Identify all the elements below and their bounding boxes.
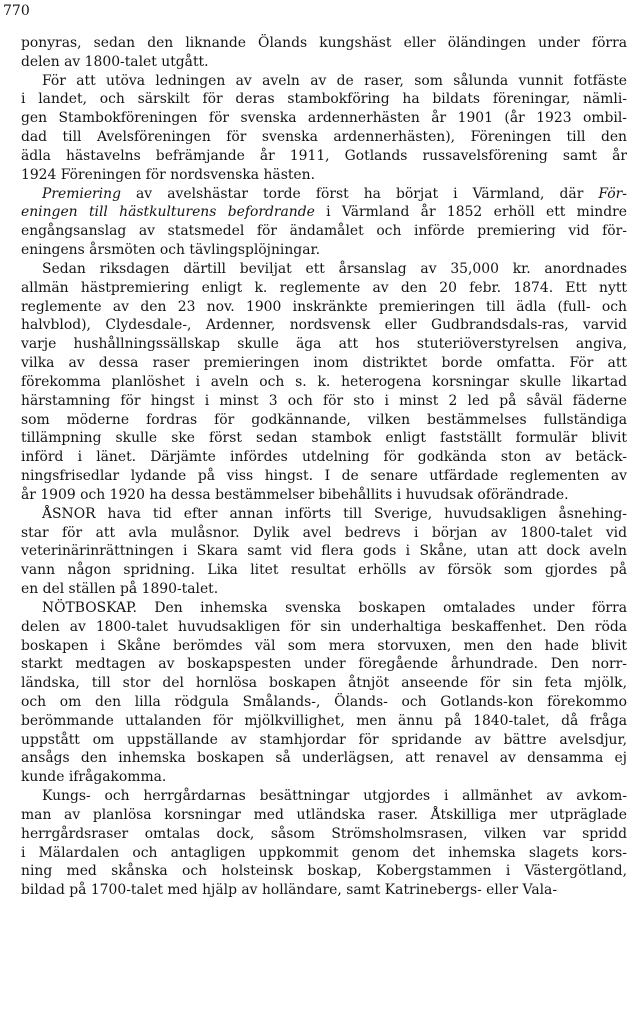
italic-text: eningen till hästkulturens befordrande	[21, 204, 315, 221]
text-run: som möderne fordras för godkännande, vilken bestämmelses fullständiga	[21, 411, 627, 428]
text-run: en del ställen på 1890-talet.	[21, 581, 219, 598]
text-line	[21, 411, 627, 430]
text-line	[21, 166, 627, 185]
text-line	[21, 392, 627, 411]
text-line	[21, 128, 627, 147]
text-run: förekomma planlöshet i aveln och s. k. heterogena korsningar skulle likartad	[21, 373, 627, 390]
text-run: tillämpning skulle ske först sedan stambok enligt fastställt formulär blivit	[21, 430, 627, 447]
text-run: ningsfrisedlar lydande på viss hingst. I de senare utfärdade reglementen av	[21, 468, 627, 485]
text-line	[21, 731, 627, 750]
text-line	[21, 599, 627, 618]
text-run: man av planlösa korsningar med utländska raser. Åtskilliga mer utpräglade	[21, 806, 627, 823]
text-line	[21, 561, 627, 580]
text-line	[21, 279, 627, 298]
text-run: ÅSNOR hava tid efter annan införts till Sverige, huvudsakligen åsnehing-	[42, 505, 627, 522]
text-line	[21, 862, 627, 881]
text-line	[21, 825, 627, 844]
text-run: berömmande uttalanden för mjölkvillighet, men ännu på 1840-talet, då fråga	[21, 712, 627, 729]
text-run: veterinärinrättningen i Skara samt vid flera gods i Skåne, utan att dock aveln	[21, 543, 627, 560]
text-run: ponyras, sedan den liknande Ölands kungshäst eller öländingen under förra	[21, 35, 627, 51]
text-line	[21, 486, 627, 505]
text-line	[21, 260, 627, 279]
text-run: i landet, och särskilt för deras stambokföring ha bildats föreningar, nämli-	[21, 91, 627, 108]
text-run: Sedan riksdagen därtill beviljat ett årsanslag av 35,000 kr. anordnades	[42, 260, 627, 277]
text-line	[21, 712, 627, 731]
text-line	[21, 53, 627, 72]
text-line	[21, 429, 627, 448]
text-line	[21, 354, 627, 373]
text-run: uppstått om uppställande av stamhjordar för spridande av bättre avelsdjur,	[21, 731, 627, 748]
text-run: varje hushållningssällskap skulle äga att hos stuteriöverstyrelsen angiva,	[21, 336, 627, 353]
text-run: 1924 Föreningen för nordsvenska hästen.	[21, 166, 315, 183]
text-line	[21, 298, 627, 317]
text-run: reglemente av den 23 nov. 1900 inskränkte premieringen till ädla (full- och	[21, 298, 627, 315]
italic-text: För-	[598, 185, 627, 202]
text-line	[21, 203, 627, 222]
text-line	[21, 580, 627, 599]
text-run: gen Stambokföreningen för svenska ardennerhästen år 1901 (år 1923 ombil-	[21, 110, 627, 127]
text-line	[21, 34, 627, 53]
text-line	[21, 787, 627, 806]
text-line	[21, 768, 627, 787]
text-line	[21, 147, 627, 166]
text-line	[21, 316, 627, 335]
text-line	[21, 618, 627, 637]
text-line	[21, 241, 627, 260]
text-run: ning med skånska och holsteinsk boskap, Kobergstammen i Västergötland,	[21, 863, 627, 880]
text-run: vilka av dessa raser premieringen inom distriktet borde omfatta. För att	[21, 355, 627, 372]
text-run: härstamning för hingst i minst 3 och för sto i minst 2 led på såväl fäderne	[21, 392, 627, 409]
text-line	[21, 806, 627, 825]
text-line	[21, 448, 627, 467]
text-run: Kungs- och herrgårdarnas besättningar utgjordes i allmänhet av avkom-	[42, 788, 627, 805]
text-run: star för att avla mulåsnor. Dylik avel bedrevs i början av 1800-talet vid	[21, 524, 627, 541]
text-run: NÖTBOSKAP. Den inhemska svenska boskapen omtalades under förra	[42, 599, 627, 616]
text-line	[21, 542, 627, 561]
text-line	[21, 844, 627, 863]
text-line	[21, 749, 627, 768]
text-run: år 1909 och 1920 ha dessa bestämmelser bibehållits i huvudsak oförändrade.	[21, 486, 569, 503]
text-run: kunde ifrågakomma.	[21, 769, 167, 786]
text-line	[21, 467, 627, 486]
text-line	[21, 72, 627, 91]
text-line	[21, 222, 627, 241]
text-run: införd i länet. Därjämte infördes utdelning för godkända ston av betäck-	[21, 449, 627, 466]
text-line	[21, 655, 627, 674]
text-run: dad till Avelsföreningen för svenska ardennerhästen), Föreningen till den	[21, 129, 627, 146]
text-run: i Värmland år 1852 erhöll ett mindre	[314, 204, 627, 221]
text-run: i Mälardalen och antagligen uppkommit genom det inhemska slagets kors-	[21, 844, 627, 861]
text-line	[21, 693, 627, 712]
text-run: engångsanslag av statsmedel för ändamålet och införde premiering vid för-	[21, 223, 627, 240]
text-run: eningens årsmöten och tävlingsplöjningar.	[21, 242, 321, 259]
text-run: För att utöva ledningen av aveln av de raser, som sålunda vunnit fotfäste	[42, 72, 627, 89]
text-line	[21, 637, 627, 656]
text-line	[21, 90, 627, 109]
body-text	[21, 34, 627, 900]
text-line	[21, 335, 627, 354]
text-line	[21, 881, 627, 900]
text-run: ansågs den inhemska boskapen så underlägsen, att renavel av densamma ej	[21, 750, 627, 767]
text-run: av avelshästar torde först ha börjat i Värmland, där	[120, 185, 599, 202]
text-run: ländska, till stor del hornlösa boskapen åtnjöt anseende för sin feta mjölk,	[21, 675, 627, 692]
text-run: boskapen i Skåne berömdes väl som mera storvuxen, men den hade blivit	[21, 637, 627, 654]
text-line	[21, 185, 627, 204]
text-line	[21, 109, 627, 128]
text-run: och om den lilla rödgula Smålands-, Ölands- och Gotlands-kon förekommo	[21, 693, 627, 710]
text-run: delen av 1800-talet huvudsakligen för sin underhaltiga beskaffenhet. Den röda	[21, 618, 627, 635]
text-run: allmän hästpremiering enligt k. reglemente av den 20 febr. 1874. Ett nytt	[21, 279, 627, 296]
italic-text: Premiering	[42, 185, 121, 202]
text-run: bildad på 1700-talet med hjälp av holländare, samt Katrinebergs- eller Vala-	[21, 882, 558, 899]
text-line	[21, 373, 627, 392]
page-number: 770	[3, 3, 30, 19]
text-run: ädla hästavelns befrämjande år 1911, Gotlands russavelsförening samt år	[21, 147, 627, 164]
text-line	[21, 505, 627, 524]
text-line	[21, 674, 627, 693]
text-run: starkt medtagen av boskapspesten under föregående århundrade. Den norr-	[21, 656, 627, 673]
text-run: herrgårdsraser omtalas dock, såsom Strömsholmsrasen, vilken var spridd	[21, 825, 627, 842]
text-run: halvblod), Clydesdale-, Ardenner, nordsvensk eller Gudbrandsdals-ras, varvid	[21, 317, 627, 334]
text-line	[21, 524, 627, 543]
text-run: delen av 1800-talet utgått.	[21, 53, 209, 70]
text-run: vann någon spridning. Lika litet resultat erhölls av försök som gjordes på	[21, 562, 627, 579]
